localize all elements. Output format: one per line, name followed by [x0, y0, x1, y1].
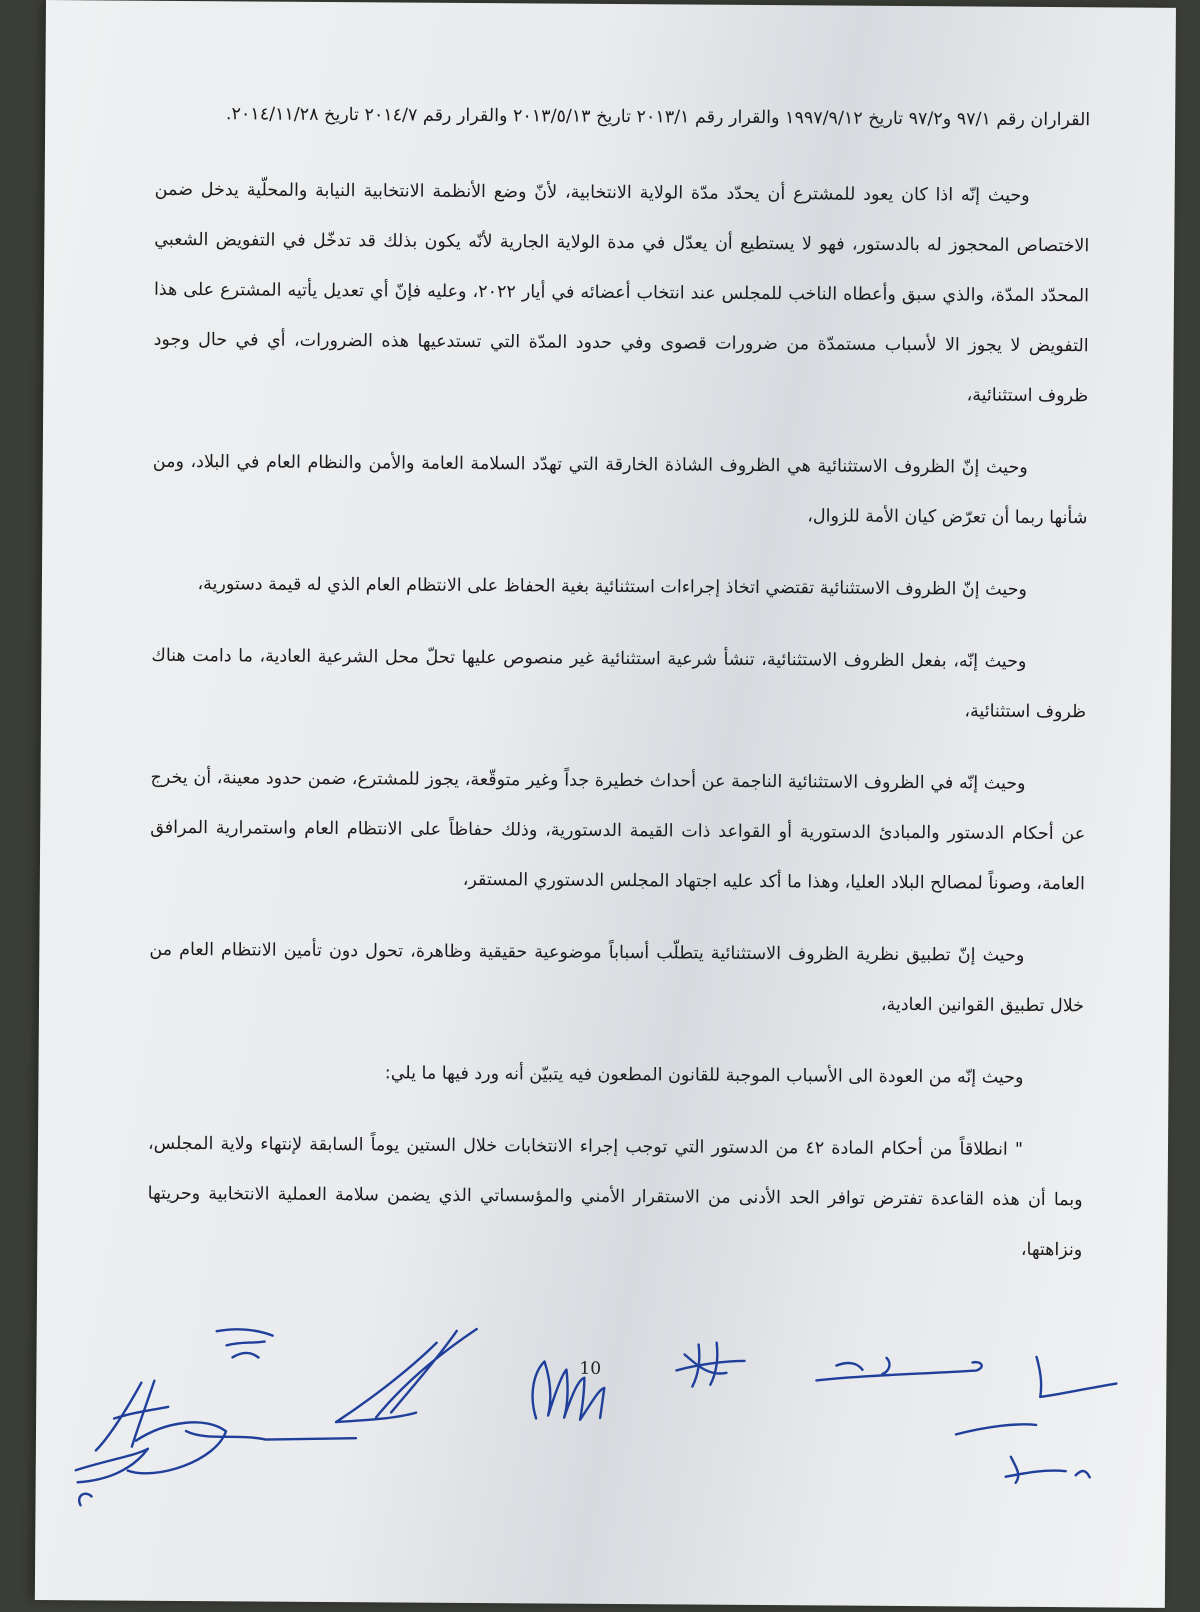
signature-3: [532, 1358, 604, 1419]
paragraph-exceptional-circumstances-definition: وحيث إنّ الظروف الاستثنائية هي الظروف الشاذة الخارقة التي تهدّد السلامة العامة والأمن والنظام العام في البلاد، ومن شأنها ربما أن تعرّض كيان الأمة للزوال،: [152, 451, 1088, 529]
signature-2: [216, 1327, 477, 1423]
paragraph-quoted-reasons: " انطلاقاً من أحكام المادة ٤٢ من الدستور التي توجب إجراء الانتخابات خلال الستين يوماً السابقة لإنتهاء ولاية المجلس، وبما أن هذه القاعدة تفترض توافر الحد الأدنى من الاستقرار الأمني والمؤسساتي الذي يضمن سلامة العملية الانتخابية وحريتها ونزاهتها،: [147, 1133, 1083, 1261]
paragraph-exceptional-measures: وحيث إنّ الظروف الاستثنائية تقتضي اتخاذ إجراءات استثنائية بغية الحفاظ على الانتظام العام الذي له قيمة دستورية،: [197, 574, 1027, 600]
page-number: 10: [579, 1358, 602, 1379]
paragraph-exceptional-legitimacy: وحيث إنّه، بفعل الظروف الاستثنائية، تنشأ شرعية استثنائية غير منصوص عليها تحلّ محل الشرعية العادية، ما دامت هناك ظروف استثنائية،: [151, 645, 1087, 723]
signature-4: [676, 1342, 744, 1386]
signatures-area: [35, 1320, 1167, 1608]
signatures-svg: [35, 1320, 1167, 1608]
document-page: [35, 0, 1176, 1608]
signature-5: [816, 1355, 1117, 1435]
paragraph-reasons-intro: وحيث إنّه من العودة الى الأسباب الموجبة للقانون المطعون فيه يتبيّن أنه ورد فيها ما يلي:: [384, 1063, 1024, 1088]
paragraph-mandate-duration: وحيث إنّه اذا كان يعود للمشترع أن يحدّد مدّة الولاية الانتخابية، لأنّ وضع الأنظمة الانتخابية النيابة والمحلّية يدخل ضمن الاختصاص المحجوز له بالدستور، فهو لا يستطيع أن يعدّل في مدة الولاية الجارية لأنّه يكون بذلك قد تدخّل في التفويض الشعبي المحدّد المدّة، والذي سبق وأعطاه الناخب للمجلس عند انتخاب أعضائه في أيار ٢٠٢٢، وعليه فإنّ أي تعديل يأتيه المشترع على هذا التفويض لا يجوز الا لأسباب مستمدّة من ضرورات قصوى وفي حدود المدّة التي تستدعيها هذه الضرورات، أي في حال وجود ظروف استثنائية،: [153, 179, 1090, 407]
paragraph-theory-application: وحيث إنّ تطبيق نظرية الظروف الاستثنائية يتطلّب أسباباً موضوعية حقيقية وظاهرة، تحول دون تأمين الانتظام العام من خلال تطبيق القوانين العادية،: [149, 939, 1085, 1017]
signature-1: [75, 1380, 356, 1507]
paragraph-references: القراران رقم ٩٧/١ و٩٧/٢ تاريخ ١٩٩٧/٩/١٢ والقرار رقم ٢٠١٣/١ تاريخ ٢٠١٣/٥/١٣ والقرار رقم ٢٠١٤/٧ تاريخ ٢٠١٤/١١/٢٨.: [225, 104, 1091, 131]
signature-6: [1006, 1457, 1090, 1484]
paragraph-legislator-limits: وحيث إنّه في الظروف الاستثنائية الناجمة عن أحداث خطيرة جداً وغير متوقّعة، يجوز للمشترع، ضمن حدود معينة، أن يخرج عن أحكام الدستور والمبادئ الدستورية أو القواعد ذات القيمة الدستورية، وذلك حفاظاً على الانتظام العام واستمرارية المرافق العامة، وصوناً لمصالح البلاد العليا، وهذا ما أكد عليه اجتهاد المجلس الدستوري المستقر،: [150, 767, 1086, 895]
document-body: [147, 89, 1090, 1297]
